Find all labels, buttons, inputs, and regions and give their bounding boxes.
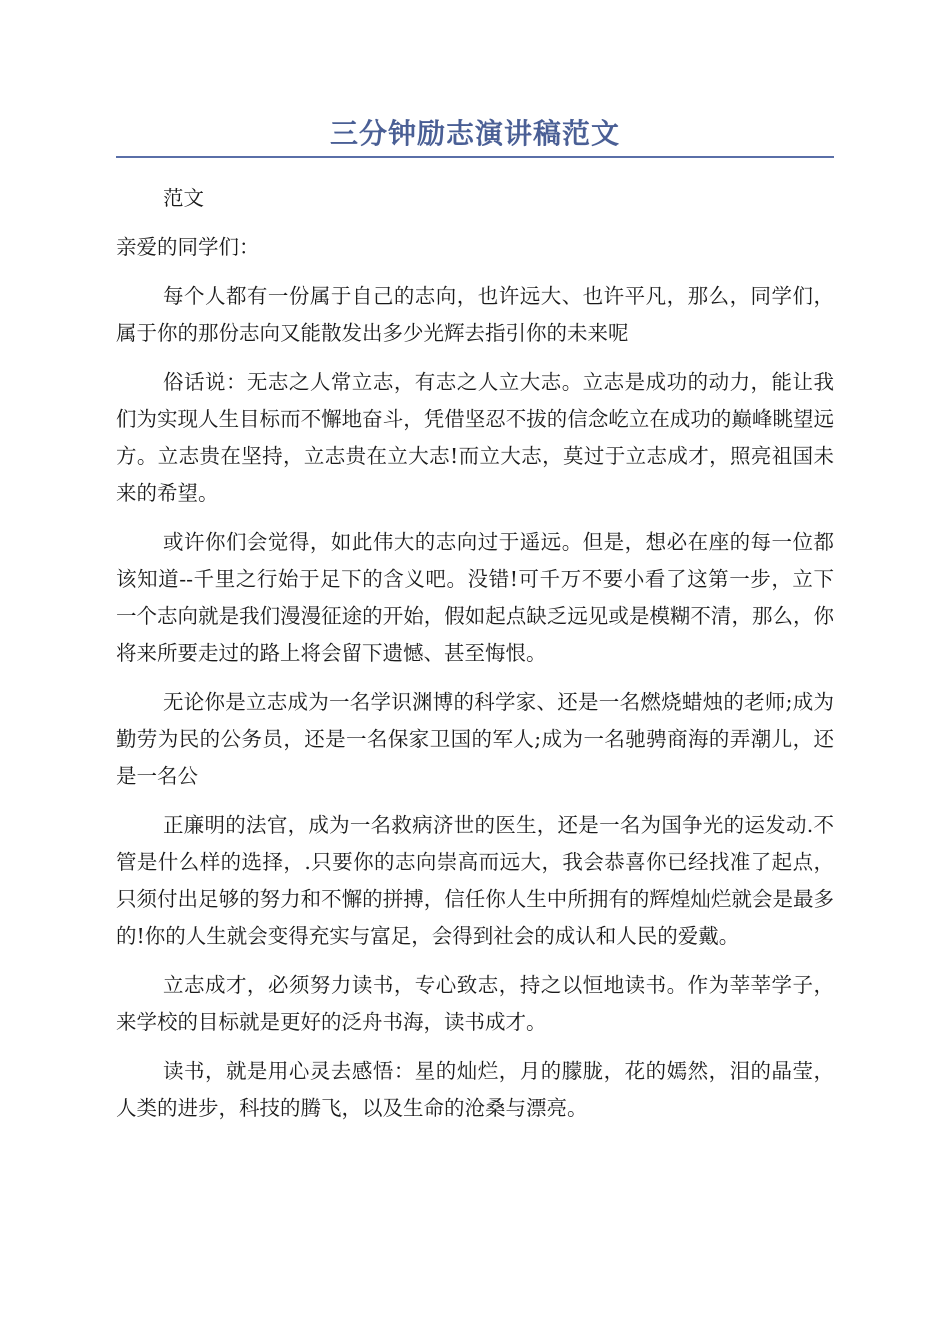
paragraph: 读书，就是用心灵去感悟：星的灿烂，月的朦胧，花的嫣然，泪的晶莹，人类的进步，科技的腾飞，以及生命的沧桑与漂亮。 [116, 1059, 834, 1120]
paragraph: 或许你们会觉得，如此伟大的志向过于遥远。但是，想必在座的每一位都该知道--千里之行始于足下的含义吧。没错!可千万不要小看了这第一步，立下一个志向就是我们漫漫征途的开始，假如起点缺乏远见或是模糊不清，那么，你将来所要走过的路上将会留下遗憾、甚至悔恨。 [116, 530, 834, 665]
document-title: 三分钟励志演讲稿范文 [329, 117, 620, 150]
paragraph: 俗话说：无志之人常立志，有志之人立大志。立志是成功的动力，能让我们为实现人生目标而不懈地奋斗，凭借坚忍不拔的信念屹立在成功的巅峰眺望远方。立志贵在坚持，立志贵在立大志!而立大志，莫过于立志成才，照亮祖国未来的希望。 [116, 370, 834, 505]
paragraph: 正廉明的法官，成为一名救病济世的医生，还是一名为国争光的运发动.不管是什么样的选择，.只要你的志向崇高而远大，我会恭喜你已经找准了起点，只须付出足够的努力和不懈的拼搏，信任你人生中所拥有的辉煌灿烂就会是最多的!你的人生就会变得充实与富足，会得到社会的成认和人民的爱戴。 [116, 813, 834, 948]
paragraph: 无论你是立志成为一名学识渊博的科学家、还是一名燃烧蜡烛的老师;成为勤劳为民的公务员，还是一名保家卫国的军人;成为一名驰骋商海的弄潮儿，还是一名公 [116, 690, 834, 788]
document-page [116, 112, 834, 1139]
paragraph: 立志成才，必须努力读书，专心致志，持之以恒地读书。作为莘莘学子，来学校的目标就是更好的泛舟书海，读书成才。 [116, 973, 834, 1034]
paragraph: 每个人都有一份属于自己的志向，也许远大、也许平凡，那么，同学们，属于你的那份志向又能散发出多少光辉去指引你的未来呢 [116, 284, 834, 345]
section-label: 范文 [163, 186, 204, 210]
title-underline [116, 156, 834, 158]
salutation: 亲爱的同学们： [116, 235, 260, 259]
